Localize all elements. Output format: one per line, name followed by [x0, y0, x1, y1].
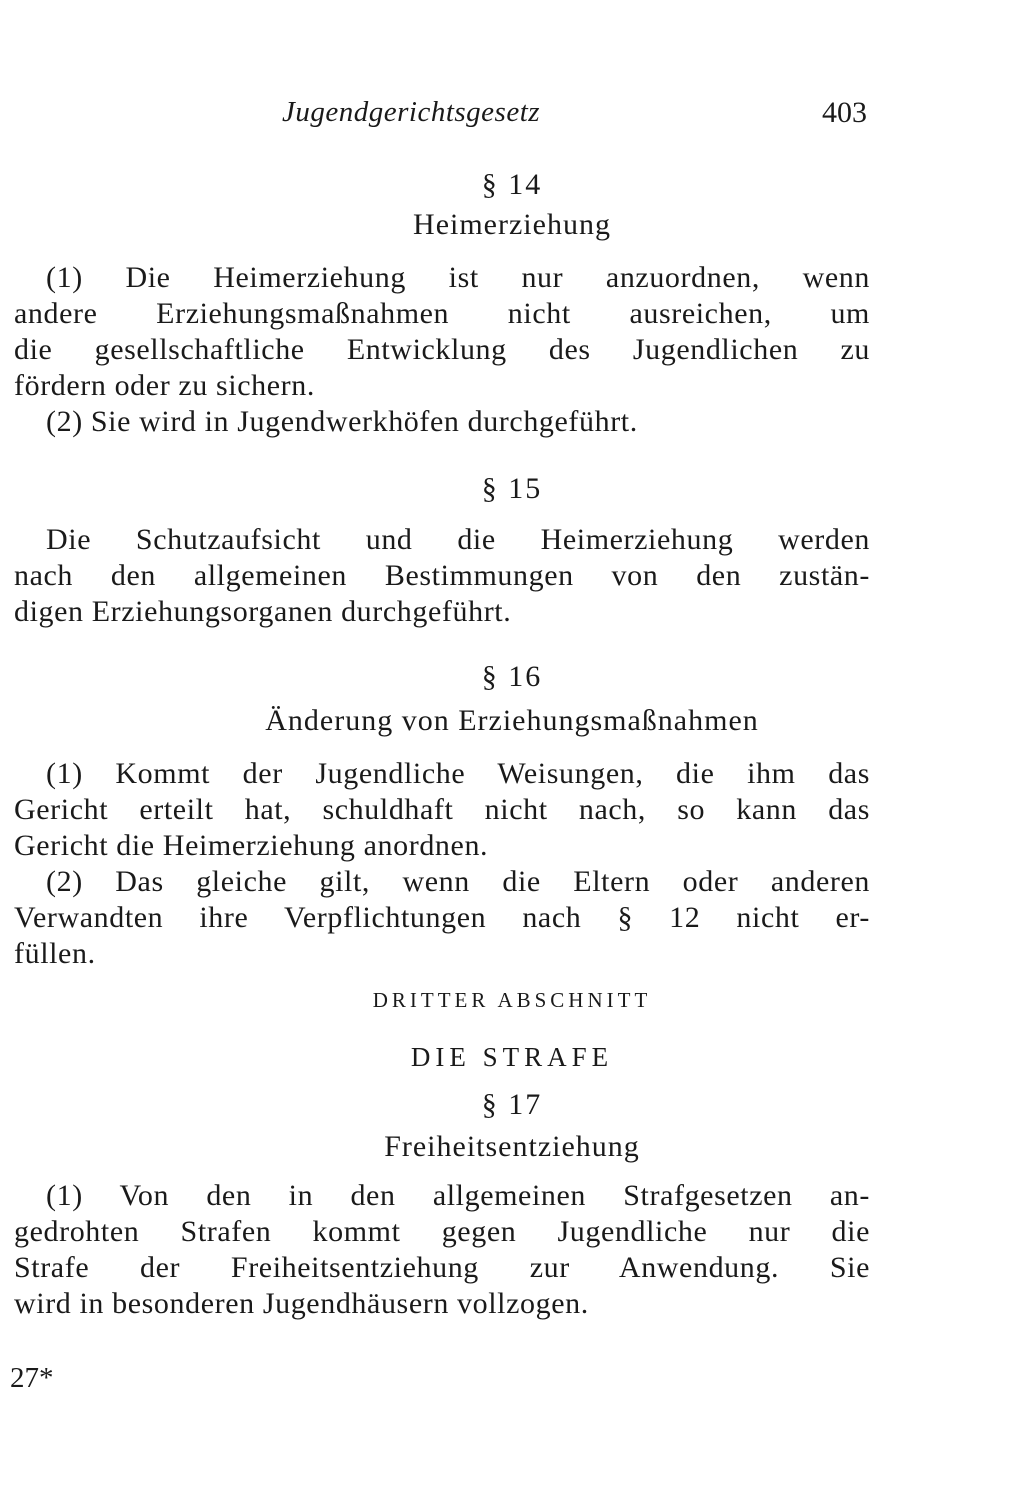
text-line: Gericht erteilt hat, schuldhaft nicht nach, so kann das [14, 793, 870, 826]
section-15-sign: § 15 [481, 472, 543, 505]
text-line: (1) Kommt der Jugendliche Weisungen, die ihm das [46, 757, 870, 790]
text-line: (2) Sie wird in Jugendwerkhöfen durchgeführt. [46, 405, 638, 438]
text-line: (1) Die Heimerziehung ist nur anzuordnen, wenn [46, 261, 870, 294]
text-line: Die Schutzaufsicht und die Heimerziehung werden [46, 523, 870, 556]
text-line: wird in besonderen Jugendhäusern vollzogen. [14, 1287, 589, 1320]
text-line: Strafe der Freiheitsentziehung zur Anwendung. Sie [14, 1251, 870, 1284]
text-line: die gesellschaftliche Entwicklung des Jugendlichen zu [14, 333, 870, 366]
section-17-heading: Freiheitsentziehung [384, 1130, 640, 1163]
section-16-heading: Änderung von Erziehungsmaßnahmen [265, 704, 759, 737]
running-title: Jugendgerichtsgesetz [282, 96, 541, 128]
section-14-heading: Heimerziehung [413, 208, 611, 241]
text-line: digen Erziehungsorganen durchgeführt. [14, 595, 512, 628]
section-14-sign: § 14 [481, 168, 543, 201]
text-line: (1) Von den in den allgemeinen Strafgesetzen an- [46, 1179, 870, 1212]
section-14-text [14, 260, 870, 440]
text-line: füllen. [14, 937, 96, 970]
text-line: (2) Das gleiche gilt, wenn die Eltern oder anderen [46, 865, 870, 898]
text-line: nach den allgemeinen Bestimmungen von den zustän- [14, 559, 870, 592]
page-number: 403 [822, 96, 867, 129]
chapter-title: DIE STRAFE [410, 1042, 614, 1072]
signature-mark: 27* [10, 1362, 54, 1394]
section-17-sign: § 17 [481, 1088, 543, 1121]
text-line: fördern oder zu sichern. [14, 369, 315, 402]
chapter-label: DRITTER ABSCHNITT [372, 988, 652, 1012]
running-header [0, 96, 1024, 136]
text-line: Verwandten ihre Verpflichtungen nach § 12 nicht er- [14, 901, 870, 934]
text-line: gedrohten Strafen kommt gegen Jugendliche nur die [14, 1215, 870, 1248]
section-16-sign: § 16 [481, 660, 543, 693]
section-17-text [14, 1178, 870, 1322]
section-15-text [14, 522, 870, 630]
text-line: Gericht die Heimerziehung anordnen. [14, 829, 489, 862]
section-16-text [14, 756, 870, 972]
text-line: andere Erziehungsmaßnahmen nicht ausreichen, um [14, 297, 870, 330]
